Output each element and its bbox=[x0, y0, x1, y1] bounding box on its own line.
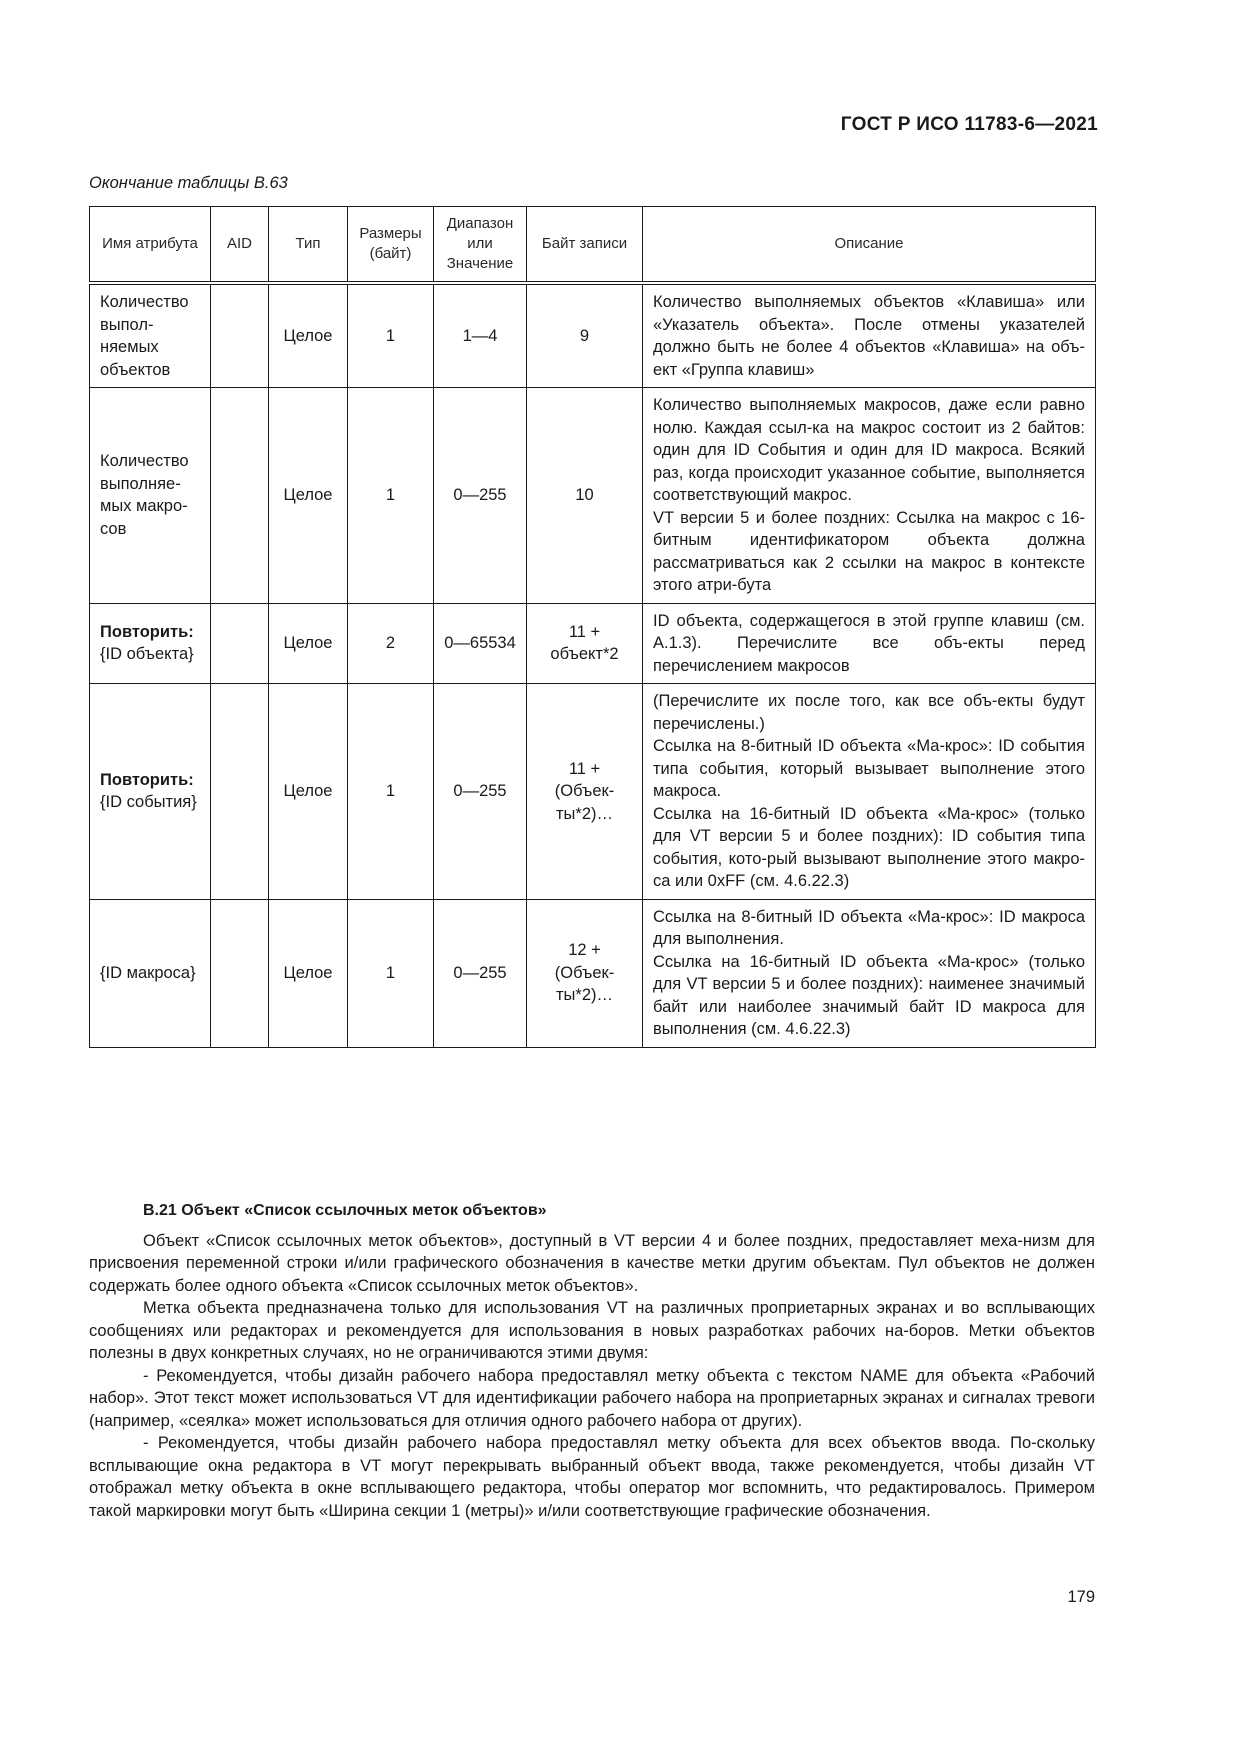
cell-type: Целое bbox=[269, 283, 348, 388]
cell-record-byte: 10 bbox=[527, 388, 643, 604]
cell-record-byte: 12 + (Объек- ты*2)… bbox=[527, 899, 643, 1047]
cell-size: 2 bbox=[348, 603, 434, 684]
column-header: Имя атрибута bbox=[90, 207, 211, 284]
section-body bbox=[89, 1200, 1095, 1522]
column-header: Размеры (байт) bbox=[348, 207, 434, 284]
cell-description: Количество выполняемых макросов, даже если равно нолю. Каждая ссыл-ка на макрос состоит из 2 байтов: один для ID События и один для ID макроса. Всякий раз, когда происходит указанное событие, выполняется соответствующий макрос. VT версии 5 и более поздних: Ссылка на макрос с 16-битным идентификатором объекта должна рассматриваться как 2 ссылки на макрос в контексте этого атри-бута bbox=[643, 388, 1096, 604]
section-heading: B.21 Объект «Список ссылочных меток объектов» bbox=[143, 1202, 547, 1219]
cell-aid bbox=[211, 283, 269, 388]
table-row bbox=[90, 388, 1096, 604]
paragraph: - Рекомендуется, чтобы дизайн рабочего набора предоставлял метку объекта с текстом NAME для объекта «Рабочий набор». Этот текст может использоваться VT для идентификации рабочего набора на проприетарных экранах и сигналах тревоги (например, «сеялка» может использоваться для отличия одного рабочего набора от других). bbox=[89, 1366, 1095, 1430]
cell-aid bbox=[211, 684, 269, 900]
table-row bbox=[90, 899, 1096, 1047]
cell-size: 1 bbox=[348, 283, 434, 388]
cell-record-byte: 11 + объект*2 bbox=[527, 603, 643, 684]
table-row bbox=[90, 283, 1096, 388]
paragraph: Объект «Список ссылочных меток объектов», доступный в VT версии 4 и более поздних, предоставляет меха-низм для присвоения переменной строки и/или графического обозначения в качестве метки другим объектам. Пул объектов не должен содержать более одного объекта «Список ссылочных меток объектов». bbox=[89, 1231, 1095, 1295]
column-header: Тип bbox=[269, 207, 348, 284]
cell-range: 1—4 bbox=[434, 283, 527, 388]
cell-attribute-name bbox=[90, 684, 211, 900]
cell-record-byte: 9 bbox=[527, 283, 643, 388]
attribute-name: {ID объекта} bbox=[100, 645, 194, 664]
cell-aid bbox=[211, 388, 269, 604]
cell-range: 0—255 bbox=[434, 684, 527, 900]
cell-aid bbox=[211, 899, 269, 1047]
paragraph: Метка объекта предназначена только для использования VT на различных проприетарных экранах и во всплывающих сообщениях или редакторах и рекомендуется для использования в новых разработках рабочих на-боров. Метки объектов полезны в двух конкретных случаях, но не ограничиваются этими двумя: bbox=[89, 1299, 1095, 1362]
attribute-name: Количество выполняе- мых макро- сов bbox=[100, 452, 189, 538]
attribute-name: {ID макроса} bbox=[100, 963, 196, 982]
attribute-name: Количество выпол- няемых объектов bbox=[100, 293, 189, 379]
cell-attribute-name bbox=[90, 388, 211, 604]
cell-attribute-name bbox=[90, 899, 211, 1047]
cell-size: 1 bbox=[348, 684, 434, 900]
cell-record-byte: 11 + (Объек- ты*2)… bbox=[527, 684, 643, 900]
column-header: Диапазон или Значение bbox=[434, 207, 527, 284]
cell-range: 0—255 bbox=[434, 388, 527, 604]
cell-aid bbox=[211, 603, 269, 684]
cell-type: Целое bbox=[269, 603, 348, 684]
cell-attribute-name bbox=[90, 283, 211, 388]
cell-description: Ссылка на 8-битный ID объекта «Ма-крос»: ID макроса для выполнения. Ссылка на 16-битный ID объекта «Ма-крос» (только для VT версии 5 и более поздних): наименее значимый байт или наиболее значимый байт ID макроса для выполнения (см. 4.6.22.3) bbox=[643, 899, 1096, 1047]
column-header: Описание bbox=[643, 207, 1096, 284]
table-row bbox=[90, 684, 1096, 900]
repeat-label: Повторить: bbox=[100, 622, 194, 641]
column-header: AID bbox=[211, 207, 269, 284]
cell-description: (Перечислите их после того, как все объ-екты будут перечислены.) Ссылка на 8-битный ID объекта «Ма-крос»: ID события типа события, который вызывает выполнение этого макроса. Ссылка на 16-битный ID объекта «Ма-крос» (только для VT версии 5 и более поздних): ID события типа события, кото-рый вызывают выполнение этого макро-са или 0xFF (см. 4.6.22.3) bbox=[643, 684, 1096, 900]
repeat-label: Повторить: bbox=[100, 770, 194, 789]
table-row bbox=[90, 603, 1096, 684]
cell-range: 0—65534 bbox=[434, 603, 527, 684]
cell-range: 0—255 bbox=[434, 899, 527, 1047]
column-header: Байт записи bbox=[527, 207, 643, 284]
cell-description: Количество выполняемых объектов «Клавиша» или «Указатель объекта». После отмены указателей должно быть не более 4 объектов «Клавиша» на объ-ект «Группа клавиш» bbox=[643, 283, 1096, 388]
table-caption: Окончание таблицы B.63 bbox=[89, 174, 288, 192]
cell-description: ID объекта, содержащегося в этой группе клавиш (см. А.1.3). Перечислите все объ-екты перед перечислением макросов bbox=[643, 603, 1096, 684]
cell-size: 1 bbox=[348, 899, 434, 1047]
table-header-row bbox=[90, 207, 1096, 284]
attribute-table bbox=[89, 206, 1096, 1048]
standard-header: ГОСТ Р ИСО 11783-6—2021 bbox=[840, 114, 1098, 135]
cell-size: 1 bbox=[348, 388, 434, 604]
cell-attribute-name bbox=[90, 603, 211, 684]
attribute-name: {ID события} bbox=[100, 793, 197, 812]
cell-type: Целое bbox=[269, 899, 348, 1047]
cell-type: Целое bbox=[269, 388, 348, 604]
page-number: 179 bbox=[1067, 1588, 1095, 1606]
cell-type: Целое bbox=[269, 684, 348, 900]
paragraph: - Рекомендуется, чтобы дизайн рабочего набора предоставлял метку объекта для всех объектов ввода. По-скольку всплывающие окна редактора в VT могут перекрывать выбранный объект ввода, также рекомендуется, чтобы дизайн VT отображал метку объекта в окне всплывающего редактора, чтобы оператор мог вспомнить, что редактировалось. Примером такой маркировки могут быть «Ширина секции 1 (метры)» и/или соответствующие графические обозначения. bbox=[89, 1434, 1095, 1520]
